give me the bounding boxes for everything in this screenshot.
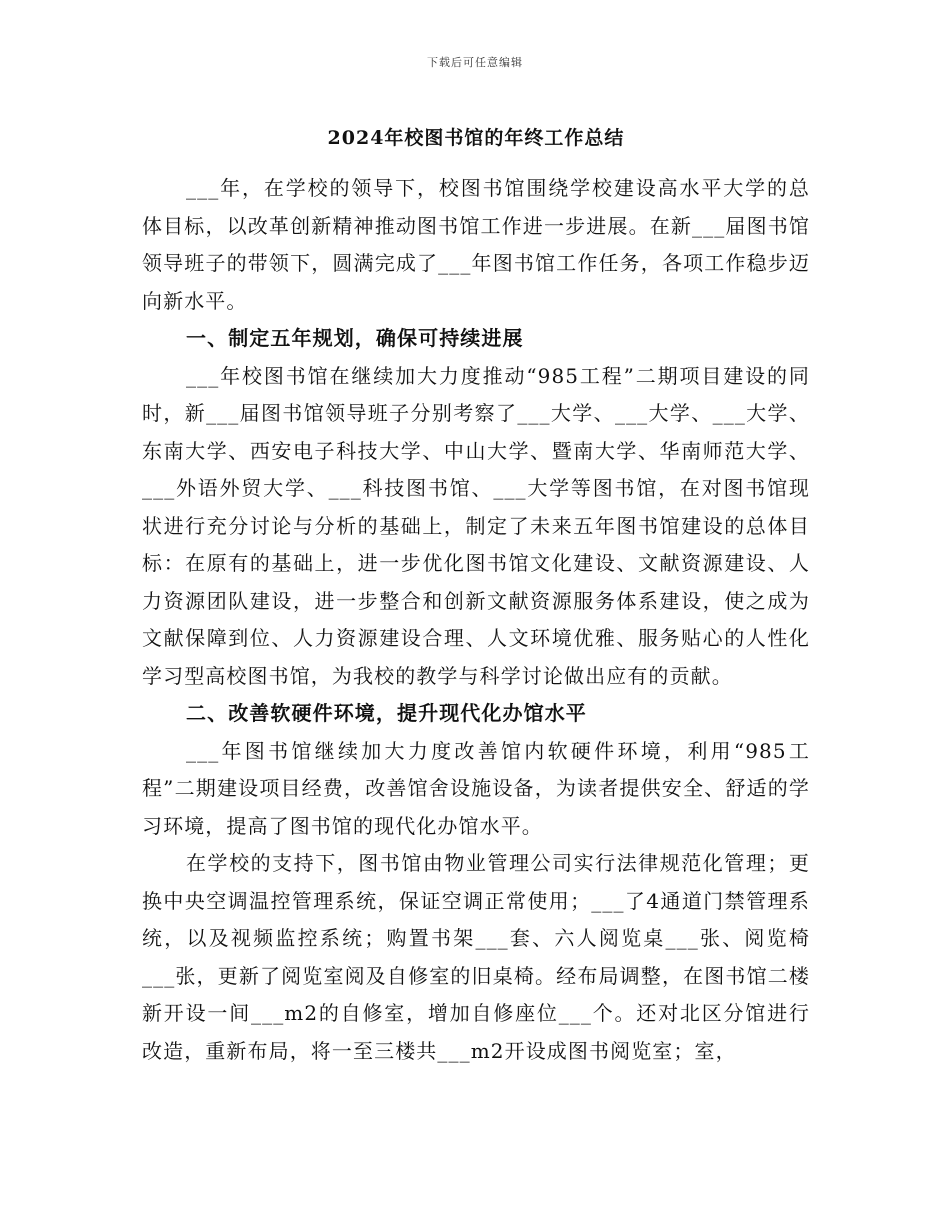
section-2-paragraph-1: ___年图书馆继续加大力度改善馆内软硬件环境，利用“985工程”二期建设项目经费，改善馆舍设施设备，为读者提供安全、舒适的学习环境，提高了图书馆的现代化办馆水平。 [142, 738, 810, 838]
document-body [142, 122, 810, 1070]
section-2-paragraph-2: 在学校的支持下，图书馆由物业管理公司实行法律规范化管理；更换中央空调温控管理系统，保证空调正常使用；___了4通道门禁管理系统，以及视频监控系统；购置书架___套、六人阅览桌___张、阅览椅___张，更新了阅览室阅及自修室的旧桌椅。经布局调整，在图书馆二楼新开设一间___m2的自修室，增加自修座位___个。还对北区分馆进行改造，重新布局，将一至三楼共___m2开设成图书阅览室；室， [142, 851, 810, 1063]
section-1-paragraph: ___年校图书馆在继续加大力度推动“985工程”二期项目建设的同时，新___届图书馆领导班子分别考察了___大学、___大学、___大学、东南大学、西安电子科技大学、中山大学、暨南大学、华南师范大学、___外语外贸大学、___科技图书馆、___大学等图书馆，在对图书馆现状进行充分讨论与分析的基础上，制定了未来五年图书馆建设的总体目标：在原有的基础上，进一步优化图书馆文化建设、文献资源建设、人力资源团队建设，进一步整合和创新文献资源服务体系建设，使之成为文献保障到位、人力资源建设合理、人文环境优雅、服务贴心的人性化学习型高校图书馆，为我校的教学与科学讨论做出应有的贡献。 [142, 363, 810, 688]
section-heading-2: 二、改善软硬件环境，提升现代化办馆水平 [186, 701, 587, 725]
header-note: 下载后可任意编辑 [427, 56, 523, 69]
section-heading-1: 一、制定五年规划，确保可持续进展 [186, 326, 524, 350]
intro-paragraph: ___年，在学校的领导下，校图书馆围绕学校建设高水平大学的总体目标，以改革创新精神推动图书馆工作进一步进展。在新___届图书馆领导班子的带领下，圆满完成了___年图书馆工作任务，各项工作稳步迈向新水平。 [142, 176, 810, 313]
document-title: 2024年校图书馆的年终工作总结 [327, 127, 625, 149]
